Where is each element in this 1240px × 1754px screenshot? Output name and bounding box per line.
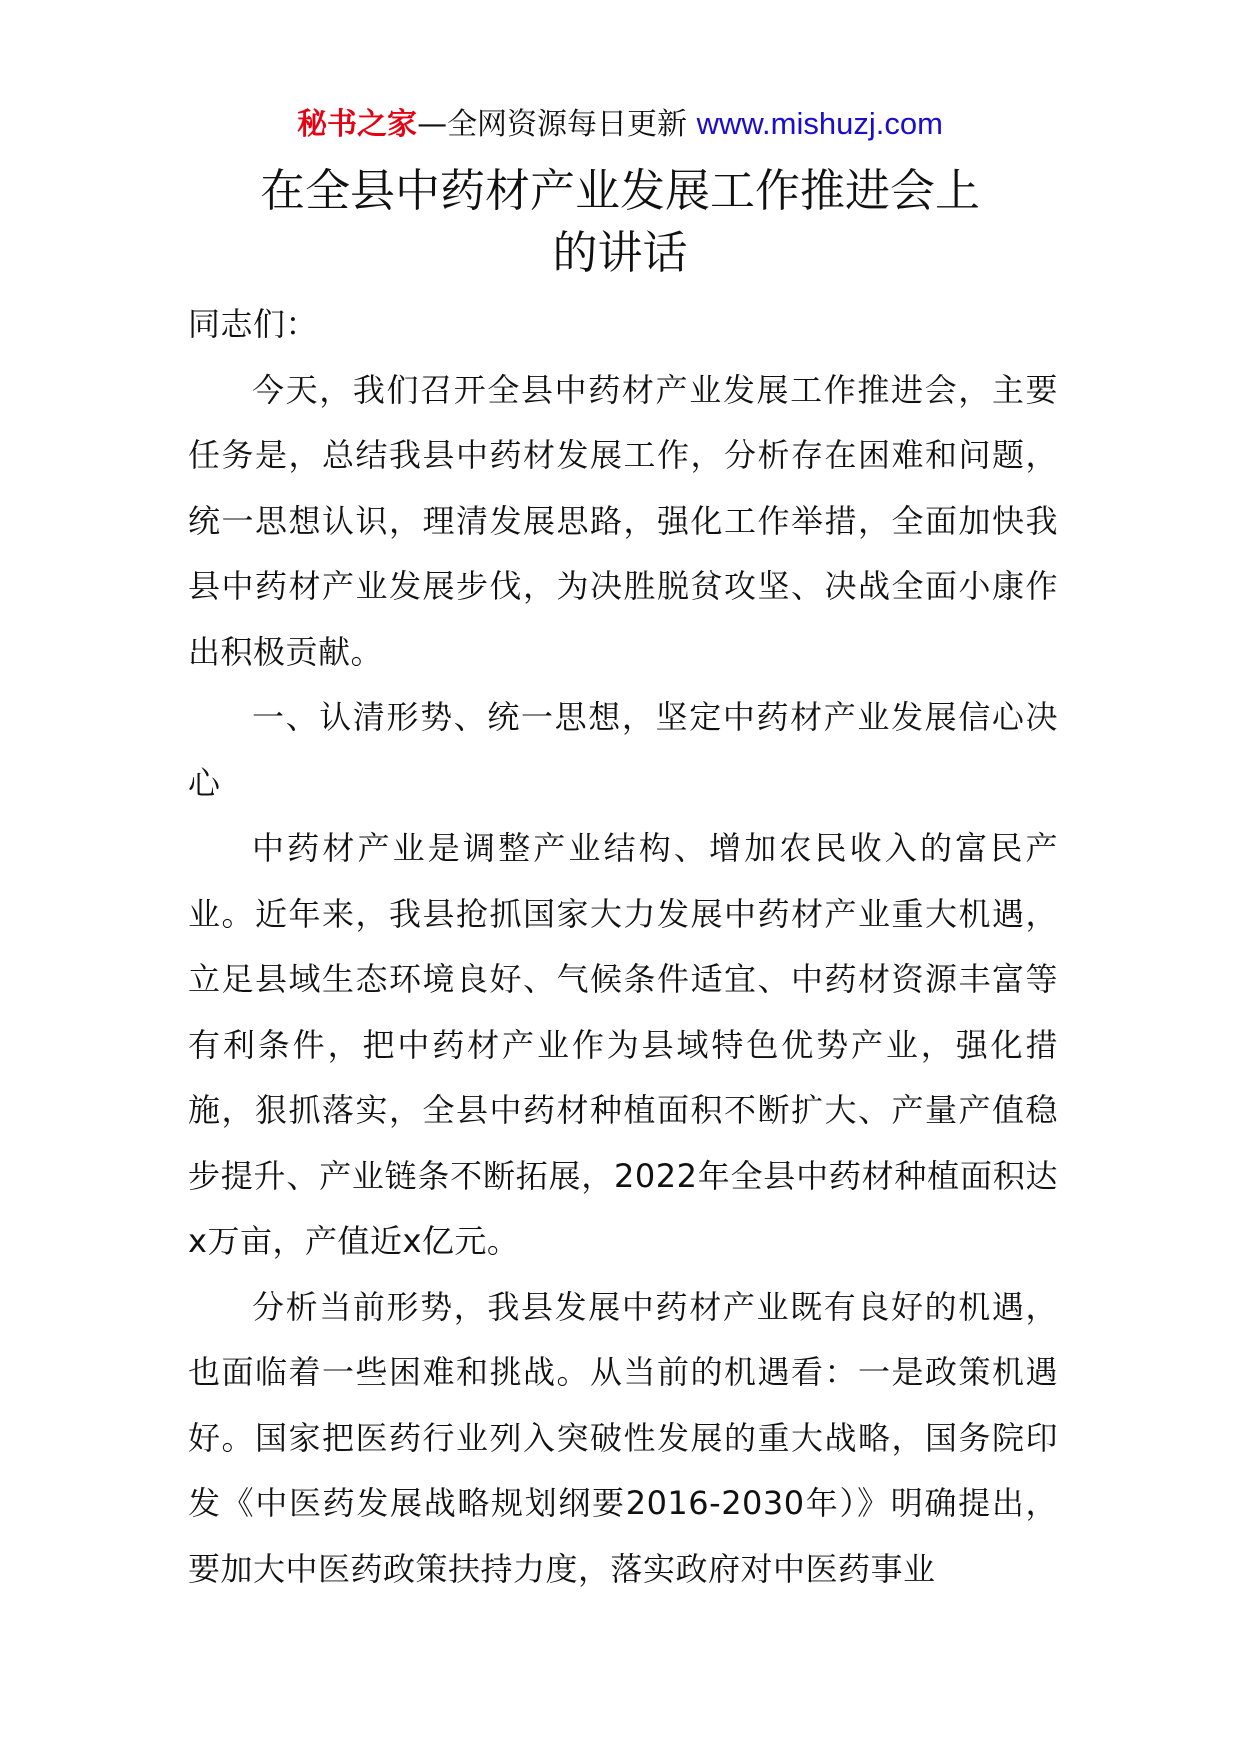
salutation: 同志们： — [188, 305, 319, 343]
paragraph-intro: 今天，我们召开全县中药材产业发展工作推进会，主要任务是，总结我县中药材发展工作，分析存在困难和问题，统一思想认识，理清发展思路，强化工作举措，全面加快我县中药材产业发展步伐，为决胜脱贫攻坚、决战全面小康作出积极贡献。 — [188, 370, 1058, 671]
document-body — [188, 292, 1058, 1602]
section-heading-1: 一、认清形势、统一思想，坚定中药材产业发展信心决心 — [188, 698, 1058, 802]
paragraph-industry: 中药材产业是调整产业结构、增加农民收入的富民产业。近年来，我县抢抓国家大力发展中药材产业重大机遇，立足县域生态环境良好、气候条件适宜、中药材资源丰富等有利条件，把中药材产业作为县域特色优势产业，强化措施，狠抓落实，全县中药材种植面积不断扩大、产量产值稳步提升、产业链条不断拓展，2022年全县中药材种植面积达x万亩，产值近x亿元。 — [188, 829, 1058, 1260]
paragraph-situation: 分析当前形势，我县发展中药材产业既有良好的机遇，也面临着一些困难和挑战。从当前的机遇看：一是政策机遇好。国家把医药行业列入突破性发展的重大战略，国务院印发《中医药发展战略规划纲要2016-2030年）》明确提出，要加大中医药政策扶持力度，落实政府对中医药事业 — [188, 1287, 1058, 1588]
title-line-2: 的讲话 — [552, 226, 688, 279]
title-line-1: 在全县中药材产业发展工作推进会上 — [259, 164, 980, 217]
site-url-link[interactable]: www.mishuzj.com — [696, 106, 943, 141]
document-title — [200, 160, 1040, 284]
brand-name: 秘书之家 — [297, 107, 418, 142]
header-slogan: —全网资源每日更新 — [417, 107, 688, 142]
site-header — [0, 102, 1240, 147]
